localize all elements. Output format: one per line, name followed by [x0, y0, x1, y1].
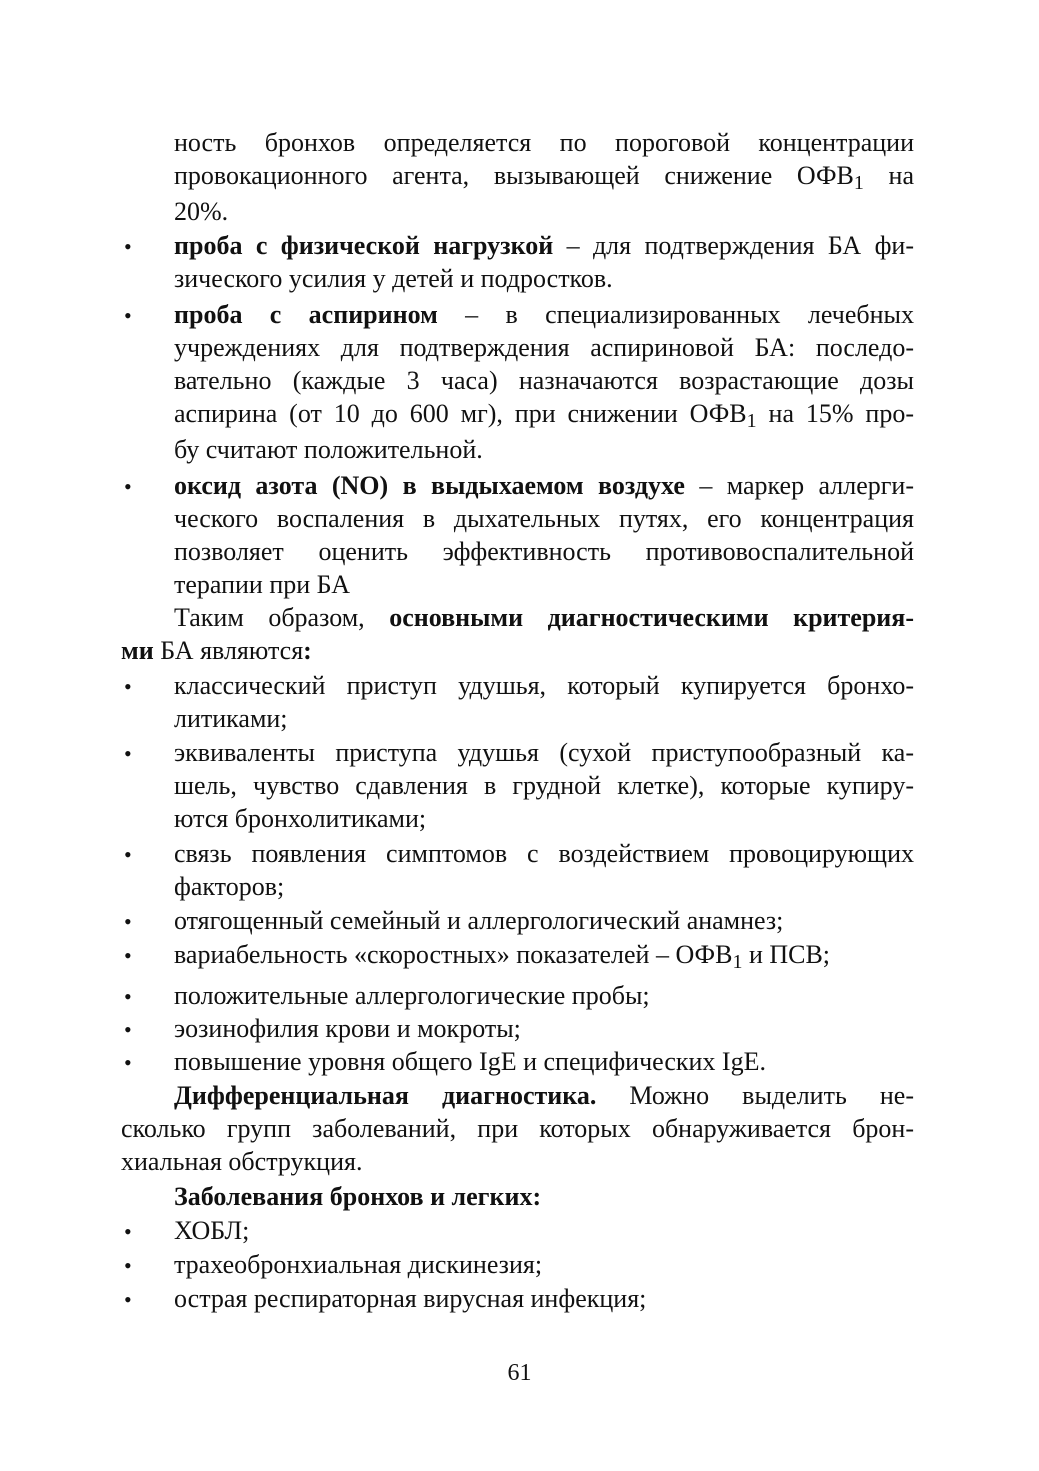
text-line: ность бронхов определяется по пороговой концентрации: [174, 128, 914, 157]
text-line: ческого воспаления в дыхательных путях, его концентрация: [174, 504, 914, 533]
list-item: оксид азота (NO) в выдыхаемом воздухе – маркер аллерги-: [174, 471, 914, 500]
paragraph: Дифференциальная диагностика. Можно выделить не-: [174, 1081, 914, 1110]
text-line: шель, чувство сдавления в грудной клетке), которые купиру-: [174, 771, 914, 800]
list-item: связь появления симптомов с воздействием провоцирующих: [174, 839, 914, 868]
text-line: терапии при БА: [174, 570, 351, 599]
text-line: бу считают положительной.: [174, 435, 483, 464]
bullet-icon: •: [124, 909, 132, 934]
bullet-icon: •: [124, 234, 132, 259]
bullet-icon: •: [124, 741, 132, 766]
text-line: аспирина (от 10 до 600 мг), при снижении ОФВ1 на 15% про-: [174, 399, 914, 432]
list-item: эозинофилия крови и мокроты;: [174, 1014, 521, 1043]
paragraph: Таким образом, основными диагностическими критерия-: [174, 603, 914, 632]
list-item: положительные аллергологические пробы;: [174, 981, 650, 1010]
list-item: острая респираторная вирусная инфекция;: [174, 1284, 647, 1313]
text-line: сколько групп заболеваний, при которых обнаруживается брон-: [121, 1114, 914, 1143]
text-line: ми БА являются:: [121, 636, 312, 665]
list-item: эквиваленты приступа удушья (сухой приступообразный ка-: [174, 738, 914, 767]
bullet-icon: •: [124, 1050, 132, 1075]
text-line: ются бронхолитиками;: [174, 804, 427, 833]
list-item: повышение уровня общего IgE и специфических IgE.: [174, 1047, 766, 1076]
bullet-icon: •: [124, 674, 132, 699]
text-line: зического усилия у детей и подростков.: [174, 264, 613, 293]
list-item: ХОБЛ;: [174, 1216, 250, 1245]
bullet-icon: •: [124, 303, 132, 328]
bullet-icon: •: [124, 474, 132, 499]
bullet-icon: •: [124, 1253, 132, 1278]
bullet-icon: •: [124, 1287, 132, 1312]
text-line: 20%.: [174, 197, 229, 226]
list-item: отягощенный семейный и аллергологический анамнез;: [174, 906, 784, 935]
list-item: проба с аспирином – в специализированных лечебных: [174, 300, 914, 329]
bullet-icon: •: [124, 943, 132, 968]
text-line: литиками;: [174, 704, 288, 733]
text-line: факторов;: [174, 872, 285, 901]
bullet-icon: •: [124, 984, 132, 1009]
list-item: классический приступ удушья, который купируется бронхо-: [174, 671, 914, 700]
section-heading: Заболевания бронхов и легких:: [174, 1182, 542, 1211]
text-line: вательно (каждые 3 часа) назначаются возрастающие дозы: [174, 366, 914, 395]
text-line: хиальная обструкция.: [121, 1147, 363, 1176]
bullet-icon: •: [124, 1219, 132, 1244]
text-line: учреждениях для подтверждения аспириновой БА: последо-: [174, 333, 914, 362]
list-item: проба с физической нагрузкой – для подтверждения БА фи-: [174, 231, 914, 260]
bullet-icon: •: [124, 842, 132, 867]
text-line: позволяет оценить эффективность противовоспалительной: [174, 537, 914, 566]
page-number: 61: [507, 1360, 532, 1386]
text-line: провокационного агента, вызывающей снижение ОФВ1 на: [174, 161, 914, 194]
bullet-icon: •: [124, 1017, 132, 1042]
list-item: вариабельность «скоростных» показателей – ОФВ1 и ПСВ;: [174, 940, 831, 973]
list-item: трахеобронхиальная дискинезия;: [174, 1250, 543, 1279]
